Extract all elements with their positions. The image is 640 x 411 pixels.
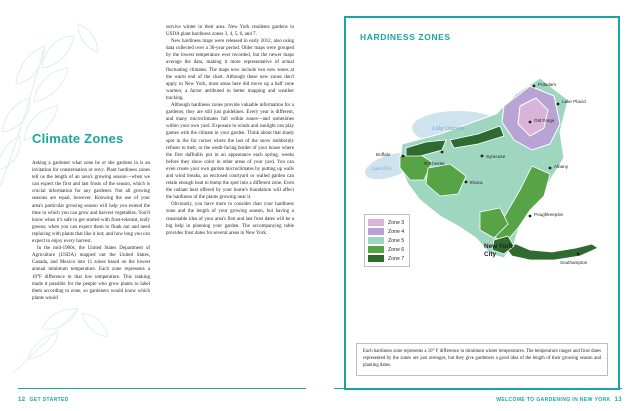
city-label-lake-placid: Lake Placid (562, 99, 586, 104)
paragraph: In the mid-1900s, the United States Department of Agriculture (USDA) mapped out the United States, Canada, and Mexico into 11 zones based on the lowest annual minimum temperature. Each zone represents a 10°F difference in that low temperature. This ranking made it possible for the people who grow plants to label them according to zone, so gardeners would know which plants would (32, 246, 150, 301)
footer-left (18, 397, 69, 403)
city-label-rochester: Rochester (424, 161, 445, 166)
legend-swatch-zone5 (368, 237, 384, 244)
city-dot-syracuse (481, 155, 484, 158)
map-legend (364, 214, 410, 267)
legend-item (368, 227, 404, 236)
legend-label-zone3: Zone 3 (388, 219, 405, 226)
map-title: HARDINESS ZONES (360, 32, 451, 42)
page-number-right: 13 (614, 397, 622, 403)
city-label-buffalo: Buffalo (376, 152, 391, 157)
city-dot-ithaca (465, 181, 468, 184)
legend-item (368, 236, 404, 245)
paragraph: Obviously, you have more to consider than your hardiness zone and the length of your growing season, but having a reasonable idea of your area's first and last frost dates will be a big help in planning your garden. The accompanying table provides frost dates for several areas in New York. (166, 202, 294, 236)
city-label-albany: Albany (554, 164, 569, 169)
footer-rule-right (334, 388, 622, 389)
legend-swatch-zone3 (368, 219, 384, 226)
city-label-old-forge: Old Forge (534, 118, 555, 123)
legend-label-zone7: Zone 7 (388, 255, 405, 262)
city-label-ithaca: Ithaca (470, 180, 483, 185)
legend-swatch-zone4 (368, 228, 384, 235)
body-column-right (166, 24, 294, 237)
footer-label-left: GET STARTED (29, 397, 69, 403)
footer-rule-left (18, 388, 306, 389)
city-dot-albany (549, 167, 552, 170)
legend-item (368, 245, 404, 254)
paragraph: Asking a gardener what zone he or she gardens in is an invitation for consternation or envy. Plant hardiness zones tell us the length of an area's growing season—when we can expect the first and last frosts of the season, which is crucial information for any gardener. Not all growing seasons are equal, however. Knowing the use of your area's particular growing season will help you extend the time in which you can grow and harvest vegetables. You'll know when it's safe to get started with frost-tolerant, leafy greens; when you can expect them to flunk out and need replacing with plants that like it hot; and how long you can expect to enjoy every harvest. (32, 161, 150, 245)
legend-label-zone4: Zone 4 (388, 228, 405, 235)
page-title: Climate Zones (32, 131, 124, 146)
city-dot-potsdam (533, 85, 536, 88)
city-label-new-york-city-line1: New York (484, 243, 513, 250)
paragraph: Although hardiness zones provide valuable information for a gardener, they are still just guidelines. Every year is different, and many microclimates fall within zones—and sometimes within your own yard. Exposure to winds and sunlight can play games with the climate in your garden. Think about that shady spot in the far corner where the last of the snow stubbornly refuses to melt, or the south-facing border of your house where the first daffodils put in an appearance each spring, weeks before they show color in other areas of your yard. You can even create your own garden microclimates by putting up walls and wind breaks, an enclosed courtyard or walled garden can retain enough heat to bump the spot into a different zone. Even the radiant heat offered by your home's foundation will affect the hardiness of the plants growing near it. (166, 103, 294, 201)
legend-swatch-zone7 (368, 255, 384, 262)
city-dot-old-forge (529, 121, 532, 124)
city-dot-rochester (441, 151, 444, 154)
city-dot-poughkeepsie (529, 215, 532, 218)
city-label-poughkeepsie: Poughkeepsie (534, 212, 564, 217)
paragraph: survive winter in their area. New York residents gardens in USDA plant hardiness zones 3, 4, 5, 6, and 7. (166, 25, 294, 38)
label-lake-ontario: Lake Ontario (432, 126, 465, 132)
legend-label-zone6: Zone 6 (388, 246, 405, 253)
footer-right (496, 397, 622, 403)
city-dot-southampton (577, 253, 580, 256)
legend-item (368, 218, 404, 227)
paragraph: New hardiness maps were released in early 2012, also using data collected over a 30-year period. Older maps were grouped by the lowest temperature ever recorded, but the newer maps average the data, making it more representative of actual fluctuating climates. The maps now include two new zones at the warm end of the chart. Although these new zones don't apply to New York, most areas here did move up a half zone warmer, a factor attributed to better mapping and weather tracking. (166, 39, 294, 101)
legend-swatch-zone6 (368, 246, 384, 253)
footer-label-right: WELCOME TO GARDENING IN NEW YORK (496, 397, 611, 403)
right-page (320, 0, 640, 411)
label-lake-erie: Lake Erie (372, 167, 392, 172)
city-label-southampton: Southampton (560, 260, 588, 265)
hardiness-zones-panel (344, 16, 620, 390)
body-column-left (32, 160, 150, 302)
legend-item (368, 254, 404, 263)
city-dot-buffalo (402, 155, 405, 158)
city-label-new-york-city-line2: City (484, 251, 497, 258)
map-caption: Each hardiness zone represents a 10° F difference in minimum winter temperatures. The temperature ranges and frost dates represented by the zones are just averages, but they give gardeners a good idea of the length of their growing season and planting dates. (356, 343, 608, 376)
city-label-potsdam: Potsdam (538, 82, 557, 87)
city-label-syracuse: Syracuse (486, 154, 506, 159)
zone7-region-long-island (504, 244, 598, 260)
page-number-left: 12 (18, 397, 26, 403)
city-dot-lake-placid (557, 103, 560, 106)
legend-label-zone5: Zone 5 (388, 237, 405, 244)
